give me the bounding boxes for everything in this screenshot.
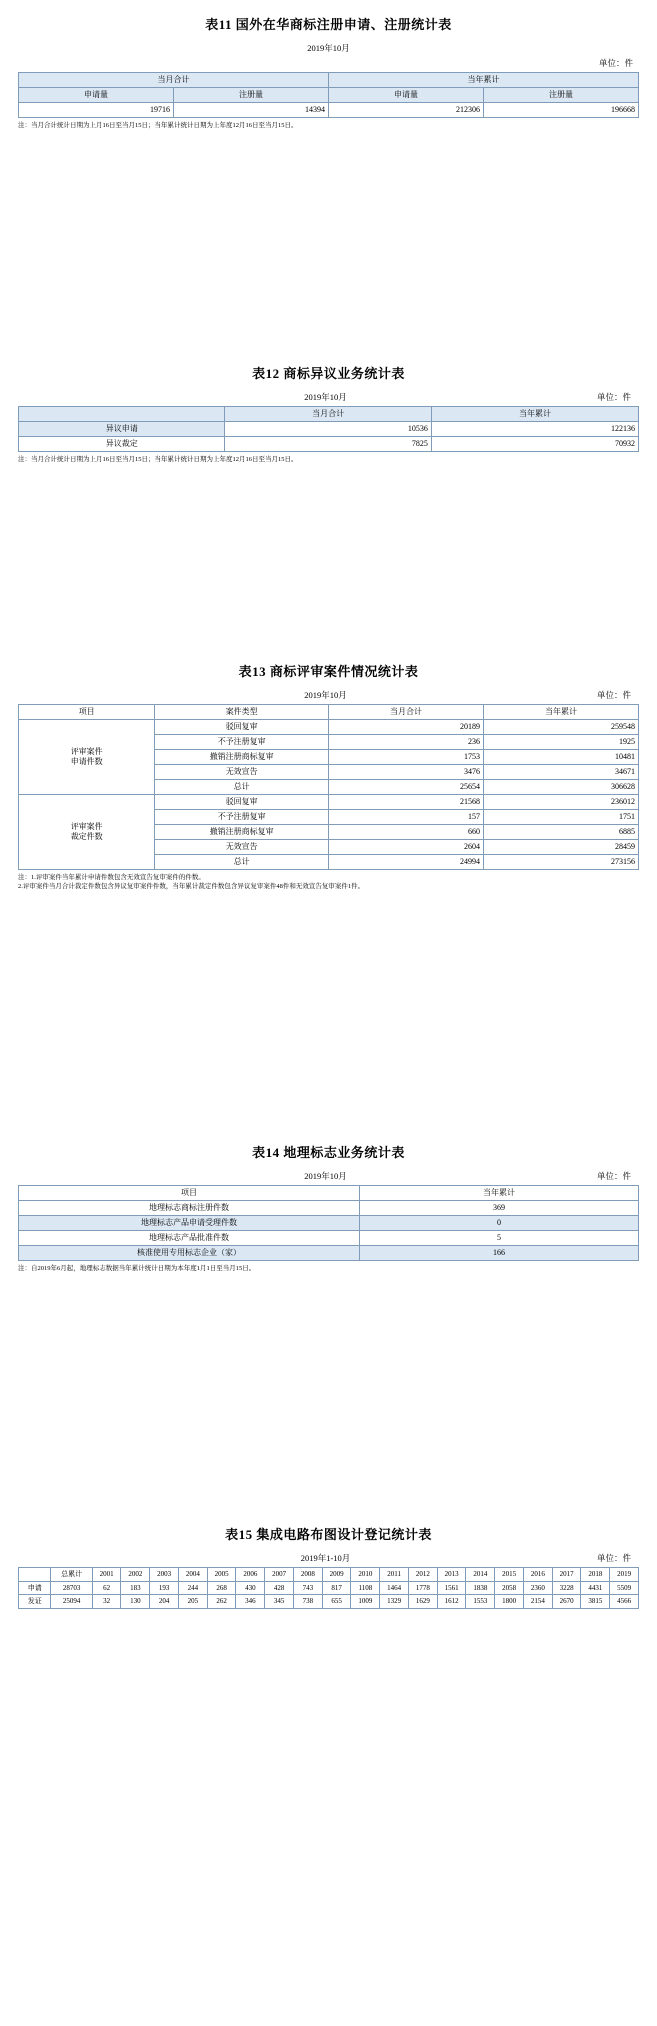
table15-row1-label: 发证 [19,1595,51,1609]
table14-r0-label: 地理标志商标注册件数 [19,1201,360,1216]
table15-row0-v16: 2360 [523,1581,552,1595]
table15-section [0,1524,657,1609]
table13-unit: 单位：件 [597,689,632,700]
table12-row0-month: 10536 [225,421,431,436]
table12-row1-label: 异议裁定 [19,436,225,451]
table13-r1-month: 236 [328,734,483,749]
table-row [19,406,639,421]
table-row [19,1216,639,1231]
table13-s3-year: 28459 [483,839,638,854]
table14-r0-value: 369 [360,1201,639,1216]
table11-sub-2: 申请量 [329,88,484,103]
table13-r0-type: 驳回复审 [155,719,329,734]
table15-row1-v1: 32 [92,1595,121,1609]
table15-title: 表15 集成电路布图设计登记统计表 [225,1526,432,1542]
table13-r3-type: 无效宣告 [155,764,329,779]
spacer [0,131,657,363]
table15-row0-v7: 428 [265,1581,294,1595]
table15-header-14: 2013 [437,1567,466,1581]
table15-row0-v11: 1464 [380,1581,409,1595]
table13-s4-type: 总计 [155,854,329,869]
table13-r2-type: 撤销注册商标复审 [155,749,329,764]
table15-row0-v13: 1561 [437,1581,466,1595]
table12-period: 2019年10月 [304,391,347,402]
table15-header-8: 2007 [265,1567,294,1581]
table15-row0-v8: 743 [293,1581,322,1595]
table13-header-3: 当年累计 [483,704,638,719]
table11-title: 表11 国外在华商标注册申请、注册统计表 [205,17,452,32]
table15-row1-v18: 3815 [581,1595,610,1609]
table15-header-0 [19,1567,51,1581]
table13-group2-label [19,794,155,869]
table-row [19,719,639,734]
table-row [19,73,639,88]
table11-sub-0: 申请量 [19,88,174,103]
table11-value-0: 19716 [19,103,174,118]
table14-r1-value: 0 [360,1216,639,1231]
table11-sub-1: 注册量 [174,88,329,103]
table13-group1-label [19,719,155,794]
table15-row1-v12: 1629 [408,1595,437,1609]
table12-header-0 [19,406,225,421]
table13-r1-type: 不予注册复审 [155,734,329,749]
table-row [19,436,639,451]
table15-header-6: 2005 [207,1567,236,1581]
table15-row1-v8: 738 [293,1595,322,1609]
table12-row1-month: 7825 [225,436,431,451]
table15-row0-v17: 3228 [552,1581,581,1595]
table11-sub-3: 注册量 [484,88,639,103]
table11-group-month: 当月合计 [19,73,329,88]
table13-header-0: 项目 [19,704,155,719]
table15-row0-v18: 4431 [581,1581,610,1595]
table15-header-5: 2004 [178,1567,207,1581]
table12-unit: 单位：件 [597,391,632,402]
table15-row0-v0: 28703 [51,1581,92,1595]
table15 [18,1567,639,1609]
table11-value-1: 14394 [174,103,329,118]
table12-row0-label: 异议申请 [19,421,225,436]
table13-s0-year: 236012 [483,794,638,809]
table13-group2-line1: 评审案件 [70,821,103,831]
table15-header-18: 2017 [552,1567,581,1581]
table15-row1-v0: 25094 [51,1595,92,1609]
table13-note-2: 2.评审案件当月合计裁定件数包含异议复审案件件数，当年累计裁定件数包含异议复审案件48件和无效宣告复审案件1件。 [18,883,365,891]
table-row [19,1231,639,1246]
table15-header-7: 2006 [236,1567,265,1581]
table15-row0-v6: 430 [236,1581,265,1595]
statistics-document [0,14,657,1609]
table13-s0-type: 驳回复审 [155,794,329,809]
table-row [19,1581,639,1595]
table-row [19,1567,639,1581]
table14-title: 表14 地理标志业务统计表 [252,1145,405,1160]
table-row [19,1186,639,1201]
table15-header-20: 2019 [610,1567,639,1581]
table15-row1-v2: 130 [121,1595,150,1609]
table13-meta [18,689,639,701]
table15-row1-v9: 655 [322,1595,351,1609]
table14-note: 注：自2019年6月起，地理标志数据当年累计统计日期为本年度1月1日至当月15日。 [18,1265,256,1272]
table13-s4-month: 24994 [328,854,483,869]
table13-r4-month: 25654 [328,779,483,794]
table15-unit: 单位：件 [597,1552,632,1563]
table15-header-13: 2012 [408,1567,437,1581]
table15-period: 2019年1-10月 [300,1552,351,1563]
table13-s1-type: 不予注册复审 [155,809,329,824]
table13 [18,704,639,870]
table13-r4-type: 总计 [155,779,329,794]
table12-title: 表12 商标异议业务统计表 [252,365,405,381]
table15-row1-v7: 345 [265,1595,294,1609]
table14-period: 2019年10月 [304,1171,347,1181]
table15-row1-v10: 1009 [351,1595,380,1609]
table15-row1-v5: 262 [207,1595,236,1609]
table13-s3-type: 无效宣告 [155,839,329,854]
table-row [19,1246,639,1261]
table15-row1-v13: 1612 [437,1595,466,1609]
spacer [0,1274,657,1524]
table15-row0-v10: 1108 [351,1581,380,1595]
table13-group2-line2: 裁定件数 [70,831,103,841]
table12-row1-year: 70932 [431,436,638,451]
table11-note: 注：当月合计统计日期为上月16日至当月15日；当年累计统计日期为上年度12月16日至当月15日。 [18,122,298,129]
table15-row0-v3: 193 [150,1581,179,1595]
table13-s1-month: 157 [328,809,483,824]
table14-r2-label: 地理标志产品批准件数 [19,1231,360,1246]
table15-header-19: 2018 [581,1567,610,1581]
table14-r1-label: 地理标志产品申请受理件数 [19,1216,360,1231]
table13-header-1: 案件类型 [155,704,329,719]
table13-group1-line1: 评审案件 [70,746,103,756]
table15-header-11: 2010 [351,1567,380,1581]
table13-r1-year: 1925 [483,734,638,749]
table11-value-3: 196668 [484,103,639,118]
table14-r2-value: 5 [360,1231,639,1246]
table15-row0-v19: 5509 [610,1581,639,1595]
table-row [19,88,639,103]
table15-row1-v6: 346 [236,1595,265,1609]
spacer [0,465,657,661]
table-row [19,1595,639,1609]
table14-header-0: 项目 [19,1186,360,1201]
table15-meta [18,1552,639,1564]
table12-header-1: 当月合计 [225,406,431,421]
table-row [19,103,639,118]
table11-group-year: 当年累计 [329,73,639,88]
table13-r2-year: 10481 [483,749,638,764]
table15-header-15: 2014 [466,1567,495,1581]
table14-header-1: 当年累计 [360,1186,639,1201]
table13-r3-month: 3476 [328,764,483,779]
table12-row0-year: 122136 [431,421,638,436]
table11-period: 2019年10月 [307,43,350,53]
table12 [18,406,639,452]
table13-section [0,661,657,893]
table14-meta [18,1170,639,1182]
table15-row0-v2: 183 [121,1581,150,1595]
table15-header-10: 2009 [322,1567,351,1581]
table15-row0-v5: 268 [207,1581,236,1595]
table15-header-17: 2016 [523,1567,552,1581]
table13-header-2: 当月合计 [328,704,483,719]
table15-row1-v19: 4566 [610,1595,639,1609]
table13-s1-year: 1751 [483,809,638,824]
table15-row1-v16: 2154 [523,1595,552,1609]
table15-row1-v11: 1329 [380,1595,409,1609]
table15-header-12: 2011 [380,1567,409,1581]
table14-section [0,1142,657,1274]
table15-header-9: 2008 [293,1567,322,1581]
table14-r3-value: 166 [360,1246,639,1261]
table15-row0-v4: 244 [178,1581,207,1595]
table13-s2-month: 660 [328,824,483,839]
table13-r0-month: 20189 [328,719,483,734]
table12-meta [18,391,639,403]
table14-r3-label: 核准使用专用标志企业（家） [19,1246,360,1261]
table13-title: 表13 商标评审案件情况统计表 [238,663,419,679]
table-row [19,1201,639,1216]
table13-note-1: 注：1.评审案件当年累计申请件数包含无效宣告复审案件的件数。 [18,873,205,881]
table-row [19,421,639,436]
table13-group1-line2: 申请件数 [70,756,103,766]
table15-header-4: 2003 [150,1567,179,1581]
table11-value-2: 212306 [329,103,484,118]
table15-row1-v15: 1800 [495,1595,524,1609]
table15-row0-v9: 817 [322,1581,351,1595]
table13-s2-year: 6885 [483,824,638,839]
spacer [0,892,657,1142]
table14 [18,1185,639,1261]
table13-s4-year: 273156 [483,854,638,869]
table13-s3-month: 2604 [328,839,483,854]
table15-row0-v12: 1778 [408,1581,437,1595]
table15-row1-v17: 2670 [552,1595,581,1609]
table11-section [0,14,657,131]
table13-period: 2019年10月 [304,689,347,700]
table13-s0-month: 21568 [328,794,483,809]
table15-row0-v15: 2058 [495,1581,524,1595]
table13-r4-year: 306628 [483,779,638,794]
table13-r0-year: 259548 [483,719,638,734]
table11 [18,72,639,118]
table15-row1-v4: 205 [178,1595,207,1609]
table13-r2-month: 1753 [328,749,483,764]
table15-row0-v14: 1838 [466,1581,495,1595]
table12-note: 注：当月合计统计日期为上月16日至当月15日；当年累计统计日期为上年度12月16日至当月15日。 [18,455,298,463]
table15-row1-v14: 1553 [466,1595,495,1609]
table15-header-3: 2002 [121,1567,150,1581]
table13-s2-type: 撤销注册商标复审 [155,824,329,839]
table15-header-16: 2015 [495,1567,524,1581]
table15-header-1: 总累计 [51,1567,92,1581]
table15-header-2: 2001 [92,1567,121,1581]
table15-row0-v1: 62 [92,1581,121,1595]
table13-r3-year: 34671 [483,764,638,779]
table15-row1-v3: 204 [150,1595,179,1609]
table12-header-2: 当年累计 [431,406,638,421]
table12-section [0,363,657,465]
table-row [19,794,639,809]
table14-unit: 单位：件 [597,1171,632,1181]
table15-row0-label: 申请 [19,1581,51,1595]
table-row [19,704,639,719]
table11-unit: 单位：件 [598,58,633,68]
